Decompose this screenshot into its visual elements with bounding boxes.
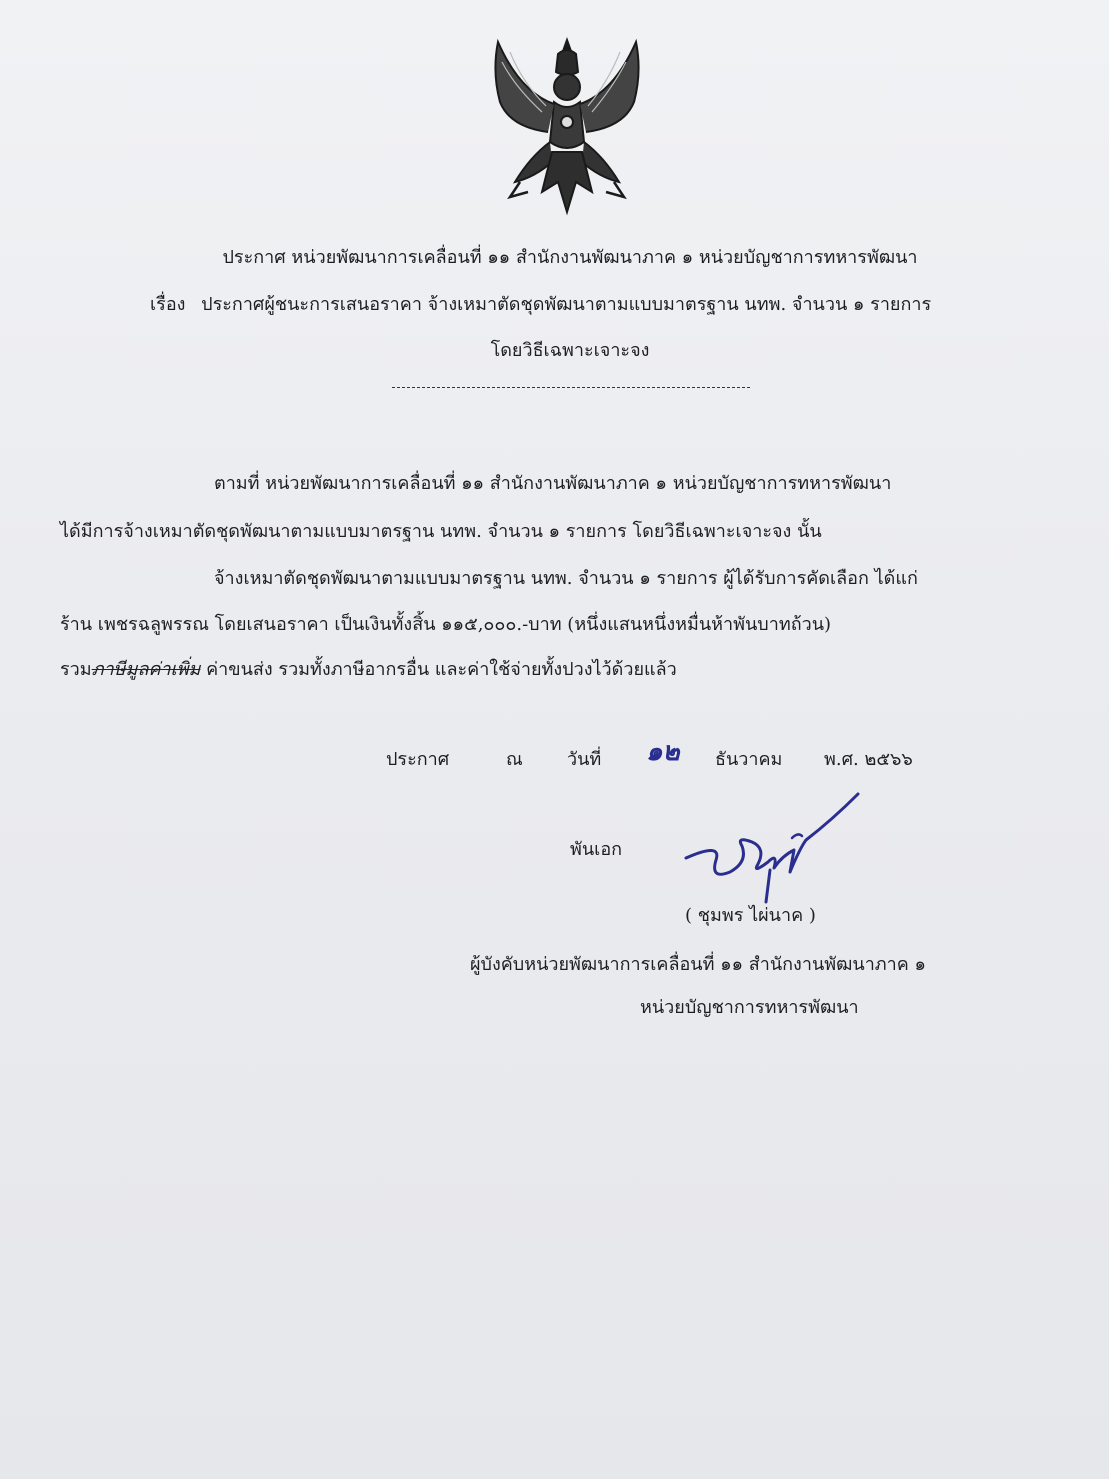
at-label: ณ — [506, 749, 523, 770]
struck-vat-text: ภาษีมูลค่าเพิ่ม — [91, 659, 201, 680]
announce-label: ประกาศ — [386, 749, 450, 770]
subject-line — [150, 293, 931, 317]
header-line-1: ประกาศ หน่วยพัฒนาการเคลื่อนที่ ๑๑ สำนักงานพัฒนาภาค ๑ หน่วยบัญชาการทหารพัฒนา — [222, 247, 918, 268]
paragraph-2-line-3-rest: ค่าขนส่ง รวมทั้งภาษีอากรอื่น และค่าใช้จ่ายทั้งปวงไว้ด้วยแล้ว — [206, 659, 677, 680]
garuda-emblem-icon — [480, 32, 655, 217]
year-text: พ.ศ. ๒๕๖๖ — [824, 749, 913, 770]
signer-position-line-2: หน่วยบัญชาการทหารพัฒนา — [640, 997, 859, 1018]
paragraph-2-line-3-prefix: รวม — [60, 659, 92, 680]
paragraph-2-line-3 — [60, 658, 677, 682]
handwritten-signature — [682, 790, 862, 905]
paragraph-1-line-1: ตามที่ หน่วยพัฒนาการเคลื่อนที่ ๑๑ สำนักงานพัฒนาภาค ๑ หน่วยบัญชาการทหารพัฒนา — [214, 473, 892, 494]
paragraph-1-line-2: ได้มีการจ้างเหมาตัดชุดพัฒนาตามแบบมาตรฐาน นทพ. จำนวน ๑ รายการ โดยวิธีเฉพาะเจาะจง นั้น — [60, 521, 822, 542]
paragraph-2-line-2: ร้าน เพชรฉลูพรรณ โดยเสนอราคา เป็นเงินทั้งสิ้น ๑๑๕,๐๐๐.-บาท (หนึ่งแสนหนึ่งหมื่นห้าพันบาทถ้วน) — [60, 614, 832, 635]
subject-label: เรื่อง — [150, 294, 186, 315]
rank-label: พันเอก — [570, 839, 623, 860]
signer-position-line-1: ผู้บังคับหน่วยพัฒนาการเคลื่อนที่ ๑๑ สำนักงานพัฒนาภาค ๑ — [470, 954, 926, 975]
separator-line — [392, 387, 750, 388]
header-line-3: โดยวิธีเฉพาะเจาะจง — [490, 340, 650, 361]
paragraph-2-line-1: จ้างเหมาตัดชุดพัฒนาตามแบบมาตรฐาน นทพ. จำนวน ๑ รายการ ผู้ได้รับการคัดเลือก ได้แก่ — [214, 568, 918, 589]
day-handwritten: ๑๒ — [646, 737, 680, 767]
month-text: ธันวาคม — [715, 749, 783, 770]
day-label: วันที่ — [567, 749, 602, 770]
subject-text: ประกาศผู้ชนะการเสนอราคา จ้างเหมาตัดชุดพัฒนาตามแบบมาตรฐาน นทพ. จำนวน ๑ รายการ — [201, 294, 932, 315]
signer-name: ( ชุมพร ไผ่นาค ) — [685, 905, 816, 926]
